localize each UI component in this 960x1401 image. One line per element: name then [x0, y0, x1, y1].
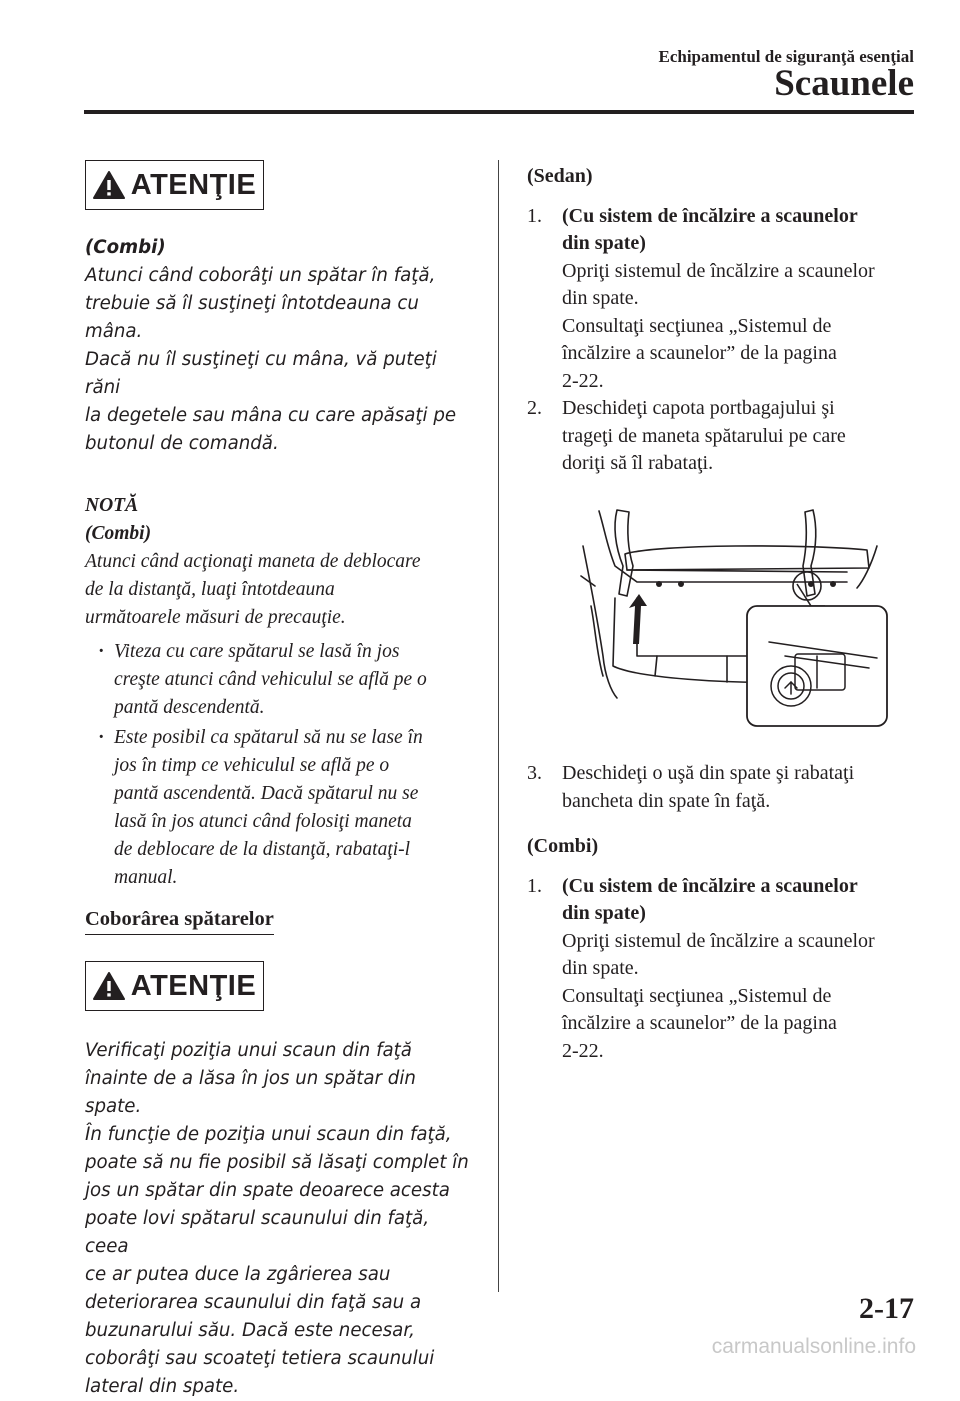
- warning-triangle-icon: [93, 170, 125, 200]
- step-sedan-1: [527, 203, 922, 396]
- combi-label: (Combi): [527, 835, 599, 857]
- warning-line: În funcţie de poziţia unui scaun din faţă,: [85, 1124, 452, 1145]
- note-line: Atunci când acţionaţi maneta de deblocare: [85, 551, 421, 572]
- warning-text: [85, 234, 474, 458]
- warning-line: înainte de a lăsa în jos un spătar din spate.: [85, 1068, 416, 1117]
- warning-line: jos un spătar din spate deoarece acesta: [85, 1180, 450, 1201]
- step-line: Consultaţi secţiunea „Sistemul de: [562, 314, 832, 337]
- warning-label: ATENŢIE: [130, 969, 257, 1002]
- step-line: Deschideţi capota portbagajului şi: [562, 397, 835, 419]
- step-line: 2-22.: [562, 1039, 604, 1062]
- note-heading: NOTĂ: [85, 495, 139, 516]
- warning-line: coborâţi sau scoateţi tetiera scaunului: [85, 1348, 435, 1369]
- step-line: Consultaţi secţiunea „Sistemul de: [562, 984, 832, 1007]
- warning-line: trebuie să îl susţineţi întotdeauna cu mâna.: [85, 293, 419, 342]
- note-line: următoarele măsuri de precauţie.: [85, 607, 346, 628]
- step-heading: (Cu sistem de încălzire a scaunelor: [562, 204, 858, 227]
- note-bullets: [85, 638, 474, 892]
- sedan-label: (Sedan): [527, 165, 593, 187]
- step-line: 2-22.: [562, 369, 604, 392]
- warning-line: Atunci când coborâţi un spătar în faţă,: [85, 265, 436, 286]
- step-sedan-3: [527, 760, 922, 815]
- watermark: carmanualsonline.info: [711, 1335, 916, 1358]
- bullet-line: lasă în jos atunci când folosiţi maneta: [114, 811, 412, 832]
- warning-triangle-icon: [93, 971, 125, 1001]
- step-number: 2.: [527, 397, 542, 419]
- warning-line: poate lovi spătarul scaunului din faţă, ceea: [85, 1208, 430, 1257]
- note-line: de la distanţă, luaţi întotdeauna: [85, 579, 335, 600]
- step-line: Opriţi sistemul de încălzire a scaunelor: [562, 929, 875, 952]
- warning-sub: (Combi): [85, 237, 166, 258]
- step-line: încălzire a scaunelor” de la pagina: [562, 342, 837, 364]
- warning-line: poate să nu fie posibil să lăsaţi complet în: [85, 1152, 469, 1173]
- warning-line: buzunarului său. Dacă este necesar,: [85, 1320, 415, 1341]
- warning-line: deteriorarea scaunului din faţă sau a: [85, 1292, 422, 1313]
- section-subheading: Coborârea spătarelor: [85, 908, 274, 935]
- step-line: Opriţi sistemul de încălzire a scaunelor: [562, 259, 875, 282]
- step-heading: (Cu sistem de încălzire a scaunelor: [562, 874, 858, 897]
- note-bullet: [85, 638, 474, 722]
- warning-line: ce ar putea duce la zgârierea sau: [85, 1264, 391, 1285]
- right-column: [527, 163, 922, 1065]
- bullet-line: · Este posibil ca spătarul să nu se lase în: [114, 727, 423, 748]
- step-number: 3.: [527, 762, 542, 784]
- step-line: bancheta din spate în faţă.: [562, 789, 771, 812]
- step-line: Deschideţi o uşă din spate şi rabataţi: [562, 762, 855, 784]
- step-line: doriţi să îl rabataţi.: [562, 452, 714, 474]
- step-sedan-2: [527, 395, 922, 478]
- step-line: încălzire a scaunelor” de la pagina: [562, 1012, 837, 1034]
- header-rule: [84, 110, 914, 114]
- note-bullet: [85, 724, 474, 892]
- step-line: din spate.: [562, 287, 639, 309]
- warning-box: [85, 961, 264, 1011]
- page-number: 2-17: [859, 1292, 914, 1325]
- trunk-illustration: [577, 506, 889, 728]
- warning-line: la degetele sau mâna cu care apăsaţi pe: [85, 405, 457, 426]
- page-title: Scaunele: [774, 63, 914, 104]
- bullet-line: creşte atunci când vehiculul se află pe o: [114, 669, 427, 690]
- note-sub: (Combi): [85, 523, 152, 544]
- left-column: [74, 160, 474, 1401]
- warning-label: ATENŢIE: [130, 168, 257, 201]
- column-divider: [498, 160, 499, 1292]
- note-block: [85, 492, 474, 892]
- step-line: trageţi de maneta spătarului pe care: [562, 424, 846, 447]
- step-heading: din spate): [562, 902, 646, 924]
- warning-line: butonul de comandă.: [85, 433, 279, 454]
- bullet-line: · Viteza cu care spătarul se lasă în jos: [114, 641, 400, 662]
- bullet-line: jos în timp ce vehiculul se află pe o: [114, 755, 390, 776]
- bullet-line: pantă ascendentă. Dacă spătarul nu se: [114, 783, 419, 804]
- warning-line: lateral din spate.: [85, 1376, 240, 1397]
- bullet-line: de deblocare de la distanţă, rabataţi-l: [114, 839, 411, 860]
- step-combi-1: [527, 873, 922, 1066]
- warning-line: Dacă nu îl susţineţi cu mâna, vă puteţi răni: [85, 349, 437, 398]
- step-number: 1.: [527, 204, 542, 227]
- header-section: Echipamentul de siguranţă esenţial: [658, 47, 914, 66]
- warning-line: Verificaţi poziţia unui scaun din faţă: [85, 1040, 412, 1061]
- bullet-line: pantă descendentă.: [114, 697, 265, 718]
- step-line: din spate.: [562, 957, 639, 979]
- warning-text: [85, 1037, 474, 1401]
- step-heading: din spate): [562, 232, 646, 254]
- warning-box: [85, 160, 264, 210]
- step-number: 1.: [527, 874, 542, 897]
- bullet-line: manual.: [114, 867, 178, 888]
